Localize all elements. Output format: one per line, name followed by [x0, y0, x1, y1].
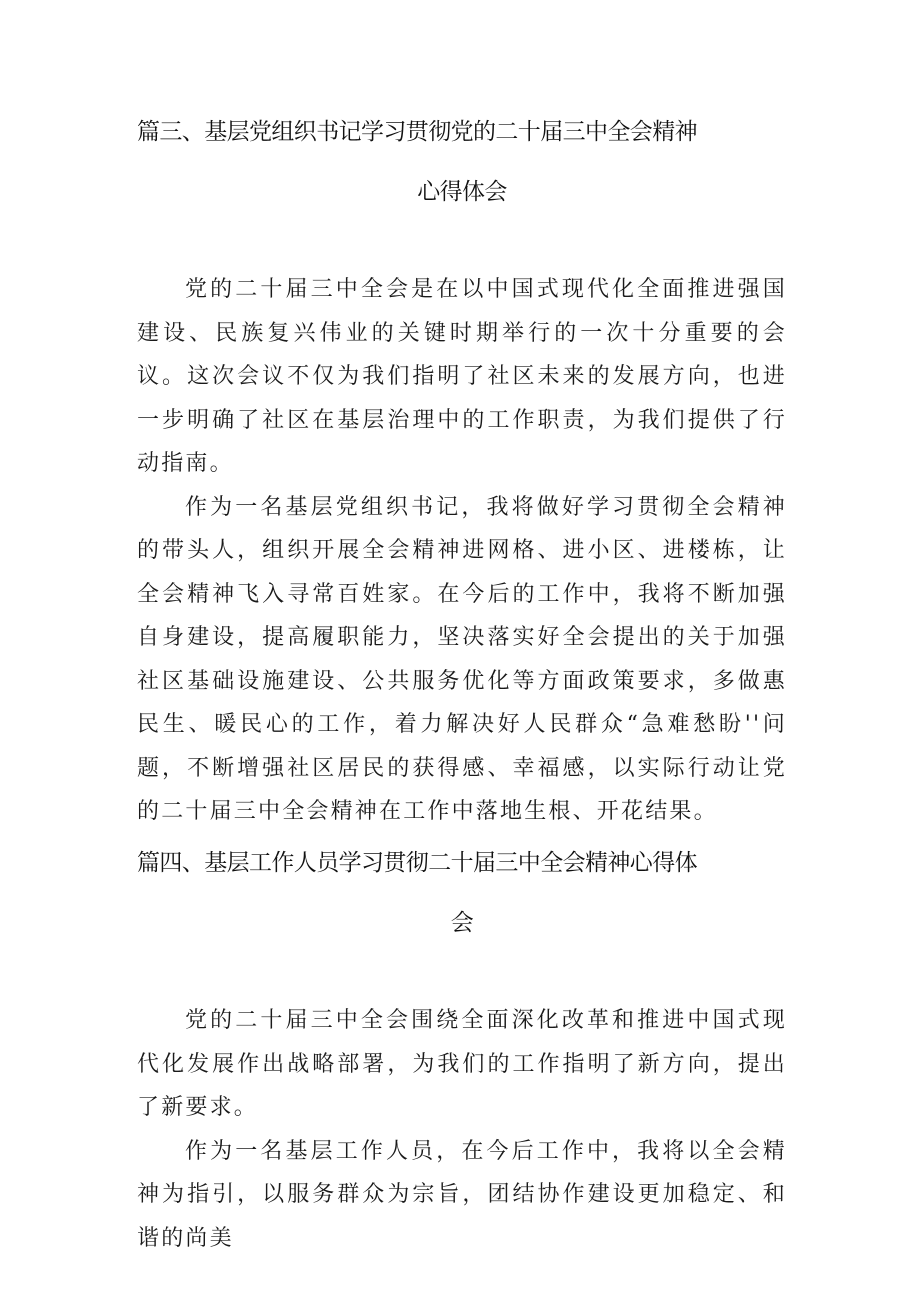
section-3-heading-line-2: 心得体会: [417, 179, 507, 205]
section-4-paragraph-2: 作为一名基层工作人员，在今后工作中，我将以全会精神为指引，以服务群众为宗旨，团结协作建设更加稳定、和谐的尚美: [137, 1138, 787, 1251]
section-4-heading-line-1: 篇四、基层工作人员学习贯彻二十届三中全会精神心得体: [137, 850, 698, 876]
section-4-heading-line-2: 会: [450, 910, 474, 936]
section-3-heading-line-1: 篇三、基层党组织书记学习贯彻党的二十届三中全会精神: [137, 119, 698, 145]
section-4-body: [137, 999, 787, 1260]
section-3-body: [137, 268, 787, 834]
section-4-heading: [137, 848, 787, 968]
section-3-paragraph-1: 党的二十届三中全会是在以中国式现代化全面推进强国建设、民族复兴伟业的关键时期举行的一次十分重要的会议。这次会议不仅为我们指明了社区未来的发展方向，也进一步明确了社区在基层治理中的工作职责，为我们提供了行动指南。: [137, 277, 787, 476]
section-3-paragraph-2: 作为一名基层党组织书记，我将做好学习贯彻全会精神的带头人，组织开展全会精神进网格、进小区、进楼栋，让全会精神飞入寻常百姓家。在今后的工作中，我将不断加强自身建设，提高履职能力，坚决落实好全会提出的关于加强社区基础设施建设、公共服务优化等方面政策要求，多做惠民生、暖民心的工作，着力解决好人民群众“急难愁盼''问题，不断增强社区居民的获得感、幸福感，以实际行动让党的二十届三中全会精神在工作中落地生根、开花结果。: [137, 494, 787, 824]
section-3-heading: [137, 117, 787, 237]
section-4-paragraph-1: 党的二十届三中全会围绕全面深化改革和推进中国式现代化发展作出战略部署，为我们的工作指明了新方向，提出了新要求。: [137, 1008, 787, 1120]
